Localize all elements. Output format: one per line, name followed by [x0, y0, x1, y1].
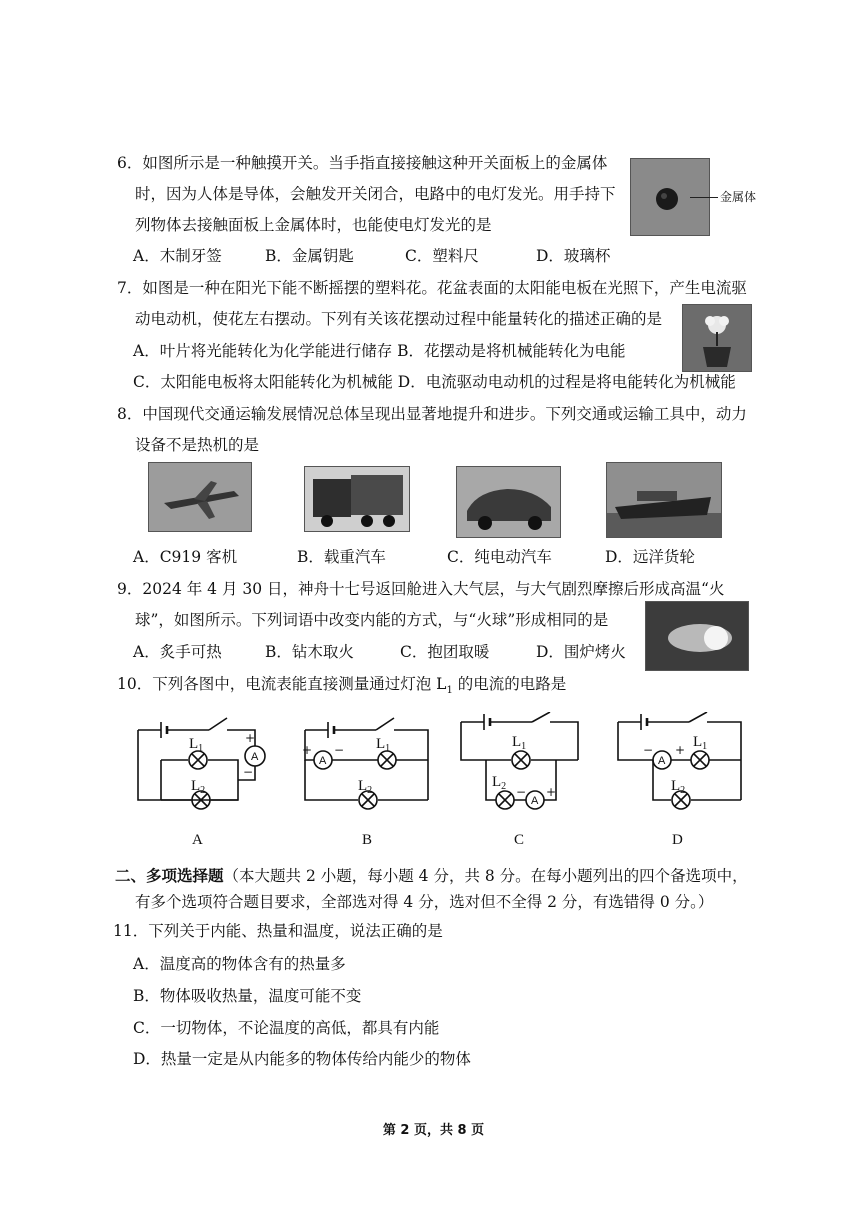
q6-option-c: C．塑料尺	[405, 247, 479, 265]
svg-text:+: +	[546, 785, 557, 799]
q9-line1: 9．2024 年 4 月 30 日，神舟十七号返回舱进入大气层，与大气剧烈摩擦后形成高温“火	[117, 580, 725, 598]
q11-option-d: D．热量一定是从内能多的物体传给内能少的物体	[133, 1050, 471, 1068]
q9-option-a: A．炙手可热	[133, 643, 222, 661]
q7-line1: 7．如图是一种在阳光下能不断摇摆的塑料花。花盆表面的太阳能电板在光照下，产生电流驱	[117, 279, 747, 297]
swaying-flower-photo	[682, 304, 752, 372]
section2-line1: 二、多项选择题（本大题共 2 小题，每小题 4 分，共 8 分。在每小题列出的四个备选项中，	[115, 866, 748, 885]
q8-option-a: A．C919 客机	[133, 548, 238, 566]
fireball-reentry-photo	[645, 601, 749, 671]
q6-line2: 时，因为人体是导体，会触发开关闭合，电路中的电灯发光。用手持下	[135, 185, 616, 203]
svg-text:+: +	[675, 743, 686, 757]
circuit-a-caption: A	[192, 832, 203, 848]
page-footer: 第 2 页，共 8 页	[382, 1123, 485, 1138]
q6-line3: 列物体去接触面板上金属体时，也能使电灯发光的是	[135, 216, 492, 234]
circuit-c-caption: C	[514, 832, 525, 848]
circuit-b	[300, 712, 440, 824]
q11-option-a: A．温度高的物体含有的热量多	[133, 955, 346, 973]
q7-line2: 动电动机，使花左右摆动。下列有关该花摆动过程中能量转化的描述正确的是	[135, 310, 663, 328]
q8-option-d: D．远洋货轮	[605, 548, 695, 566]
q9-line2: 球”，如图所示。下列词语中改变内能的方式，与“火球”形成相同的是	[135, 611, 609, 629]
q8-line1: 8．中国现代交通运输发展情况总体呈现出显著地提升和进步。下列交通或运输工具中，动力	[117, 405, 747, 423]
svg-text:−: −	[243, 765, 254, 779]
svg-text:L2: $L_2$	[191, 778, 206, 796]
svg-text:+: +	[245, 731, 256, 745]
svg-text:L1: $L_1$	[189, 736, 204, 754]
svg-text:+: +	[302, 743, 313, 757]
metal-body-label: 金属体	[720, 190, 757, 204]
q7-options-ab: A．叶片将光能转化为化学能进行储存 B．花摆动是将机械能转化为电能	[133, 342, 626, 360]
svg-text:A: A	[319, 755, 327, 767]
svg-text:−: −	[643, 743, 654, 757]
svg-text:A: A	[531, 795, 539, 807]
circuit-b-caption: B	[362, 832, 373, 848]
ammeter-a-letter: A	[251, 751, 259, 763]
q7-options-cd: C．太阳能电板将太阳能转化为机械能 D．电流驱动电动机的过程是将电能转化为机械能	[133, 373, 736, 391]
q8-option-b: B．载重汽车	[297, 548, 386, 566]
svg-text:A: A	[658, 755, 666, 767]
svg-text:L2: $L_2$	[358, 778, 373, 796]
circuit-d	[613, 712, 753, 824]
q6-option-a: A．木制牙签	[133, 247, 222, 265]
circuit-c	[456, 712, 596, 824]
metal-body-pointer	[690, 197, 718, 198]
q6-option-b: B．金属钥匙	[265, 247, 354, 265]
q8-option-c: C．纯电动汽车	[447, 548, 552, 566]
svg-text:L1: $L_1$	[693, 734, 708, 752]
electric-car-photo	[456, 466, 561, 538]
q11-stem: 11．下列关于内能、热量和温度，说法正确的是	[113, 922, 443, 940]
q6-line1: 6．如图所示是一种触摸开关。当手指直接接触这种开关面板上的金属体	[117, 154, 608, 172]
q9-option-d: D．围炉烤火	[536, 643, 626, 661]
circuit-d-caption: D	[672, 832, 683, 848]
q11-option-b: B．物体吸收热量，温度可能不变	[133, 987, 362, 1005]
heavy-truck-photo	[304, 466, 410, 532]
svg-text:L2: $L_2$	[671, 778, 686, 796]
q6-option-d: D．玻璃杯	[536, 247, 611, 265]
section2-heading: 二、多项选择题	[115, 866, 224, 885]
svg-text:L1: $L_1$	[376, 736, 391, 754]
q9-option-b: B．钻木取火	[265, 643, 354, 661]
q11-option-c: C．一切物体，不论温度的高低，都具有内能	[133, 1019, 440, 1037]
q9-option-c: C．抱团取暖	[400, 643, 490, 661]
circuit-a	[133, 712, 273, 824]
section2-line2: 有多个选项符合题目要求，全部选对得 4 分，选对但不全得 2 分，有选错得 0 分。）	[135, 893, 714, 911]
ocean-freighter-photo	[606, 462, 722, 538]
svg-text:−: −	[516, 785, 527, 799]
c919-airliner-photo	[148, 462, 252, 532]
svg-text:−: −	[334, 743, 345, 757]
svg-text:L2: $L_2$	[492, 774, 507, 792]
q8-line2: 设备不是热机的是	[135, 436, 260, 454]
q10-stem: 10．下列各图中，电流表能直接测量通过灯泡 $L_1$ 的电流的电路是	[117, 675, 567, 697]
svg-text:L1: $L_1$	[512, 734, 527, 752]
